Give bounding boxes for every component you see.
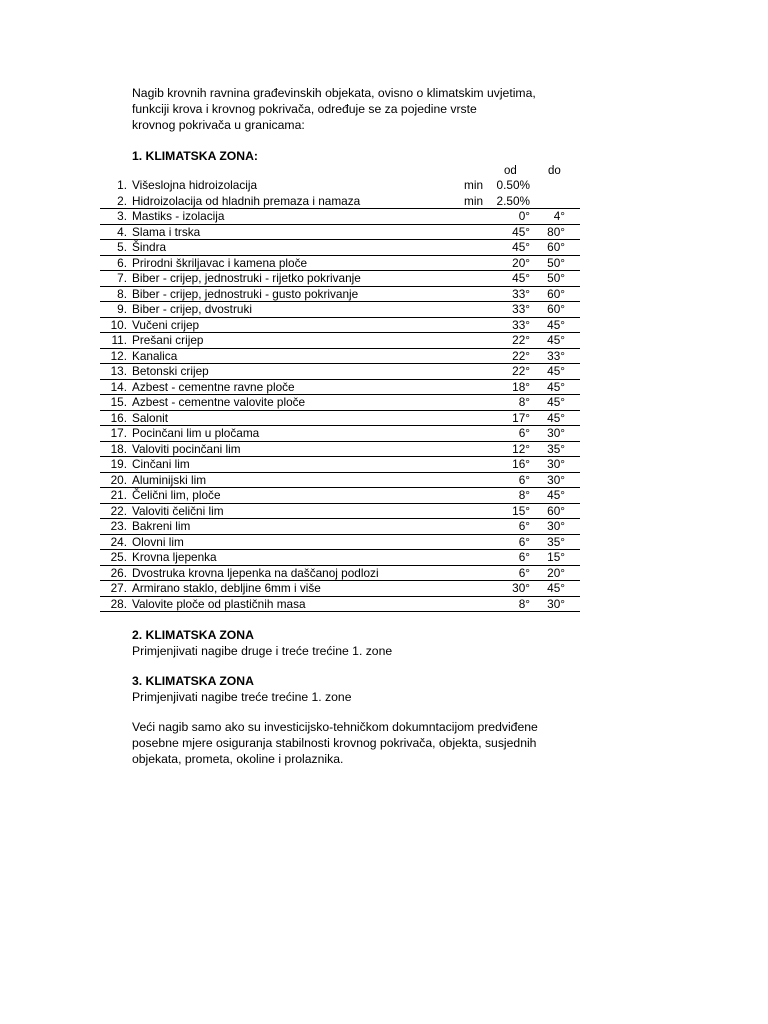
roof-covering-name: Bakreni lim	[132, 519, 191, 533]
row-number: 14.	[110, 379, 127, 394]
slope-from: 20°	[512, 255, 530, 270]
roof-covering-name: Pocinčani lim u pločama	[132, 426, 260, 440]
slope-from: 22°	[512, 364, 530, 378]
table-row	[100, 519, 580, 535]
slope-from: 15°	[512, 503, 530, 518]
closing-paragraph	[132, 719, 538, 767]
slope-from: 33°	[512, 286, 530, 301]
row-number: 27.	[110, 581, 127, 595]
table-row	[100, 581, 580, 597]
slope-to: 30°	[547, 472, 565, 487]
row-number: 22.	[110, 503, 127, 518]
row-number: 19.	[110, 457, 127, 471]
roof-covering-name: Aluminijski lim	[132, 472, 207, 487]
roof-covering-name: Valoviti čelični lim	[132, 503, 224, 518]
table-row	[100, 302, 580, 318]
roof-covering-name: Dvostruka krovna ljepenka na daščanoj podlozi	[132, 565, 379, 580]
row-number: 28.	[110, 596, 127, 611]
slope-from: 0°	[518, 209, 530, 223]
column-header-do: do	[548, 165, 561, 177]
row-number: 26.	[110, 565, 127, 580]
slope-to: 4°	[553, 209, 565, 223]
row-number: 25.	[110, 550, 127, 564]
slope-to: 45°	[547, 581, 565, 595]
slope-from: 6°	[518, 565, 530, 580]
slope-to: 45°	[547, 317, 565, 332]
intro-line: krovnog pokrivača u granicama:	[132, 118, 305, 132]
slope-to: 60°	[547, 240, 565, 254]
table-row	[100, 287, 580, 303]
row-number: 8.	[117, 286, 127, 301]
slope-to: 50°	[547, 271, 565, 285]
row-number: 15.	[110, 395, 127, 409]
roof-covering-name: Biber - crijep, jednostruki - rijetko pokrivanje	[132, 271, 361, 285]
intro-paragraph	[132, 85, 536, 133]
slope-to: 50°	[547, 255, 565, 270]
row-number: 21.	[110, 488, 127, 502]
slope-from: 33°	[512, 317, 530, 332]
row-number: 4.	[117, 224, 127, 239]
row-number: 17.	[110, 426, 127, 440]
row-number: 2.	[117, 193, 127, 208]
roof-covering-name: Šindra	[132, 240, 167, 254]
slope-to: 60°	[547, 286, 565, 301]
row-number: 6.	[117, 255, 127, 270]
slope-from: 45°	[512, 271, 530, 285]
roof-covering-name: Valoviti pocinčani lim	[132, 441, 241, 456]
table-row	[100, 426, 580, 442]
roof-covering-name: Slama i trska	[132, 224, 201, 239]
closing-line: objekata, prometa, okoline i prolaznika.	[132, 752, 344, 766]
slope-to: 33°	[547, 348, 565, 363]
roof-covering-name: Azbest - cementne valovite ploče	[132, 395, 306, 409]
table-row	[100, 271, 580, 287]
table-row	[100, 411, 580, 427]
slope-to: 80°	[547, 224, 565, 239]
slope-to: 30°	[547, 596, 565, 611]
slope-from: 30°	[512, 581, 530, 595]
table-row	[100, 225, 580, 241]
slope-from: 45°	[512, 224, 530, 239]
roof-covering-name: Azbest - cementne ravne ploče	[132, 379, 295, 394]
roof-covering-name: Vučeni crijep	[132, 317, 200, 332]
slope-to: 60°	[547, 302, 565, 316]
roof-covering-name: Olovni lim	[132, 534, 184, 549]
slope-from: 22°	[512, 333, 530, 347]
table-row	[100, 256, 580, 272]
roof-slope-table	[100, 178, 580, 612]
row-number: 16.	[110, 410, 127, 425]
table-row	[100, 333, 580, 349]
table-row	[100, 349, 580, 365]
table-row	[100, 442, 580, 458]
table-row	[100, 535, 580, 551]
slope-from: 6°	[518, 426, 530, 440]
zone2-heading: 2. KLIMATSKA ZONA	[132, 628, 254, 642]
roof-covering-name: Krovna ljepenka	[132, 550, 217, 564]
slope-to: 45°	[547, 379, 565, 394]
roof-covering-name: Prešani crijep	[132, 333, 204, 347]
slope-from: 18°	[512, 379, 530, 394]
slope-from: 0.50%	[496, 178, 530, 192]
table-row	[100, 318, 580, 334]
slope-from: 8°	[518, 596, 530, 611]
roof-covering-name: Hidroizolacija od hladnih premaza i namaza	[132, 193, 361, 208]
roof-covering-name: Čelični lim, ploče	[132, 488, 221, 502]
intro-line: Nagib krovnih ravnina građevinskih objekata, ovisno o klimatskim uvjetima,	[132, 86, 536, 100]
slope-to: 20°	[547, 565, 565, 580]
row-number: 20.	[110, 472, 127, 487]
table-row	[100, 566, 580, 582]
min-label: min	[464, 178, 484, 192]
slope-from: 8°	[518, 488, 530, 502]
slope-from: 6°	[518, 472, 530, 487]
slope-to: 15°	[547, 550, 565, 564]
roof-covering-name: Salonit	[132, 410, 169, 425]
slope-from: 2.50%	[496, 193, 530, 208]
slope-to: 30°	[547, 457, 565, 471]
slope-to: 35°	[547, 534, 565, 549]
zone2-section	[132, 627, 392, 659]
table-row	[100, 209, 580, 225]
slope-to: 45°	[547, 488, 565, 502]
table-row	[100, 364, 580, 380]
slope-to: 35°	[547, 441, 565, 456]
slope-from: 45°	[512, 240, 530, 254]
slope-from: 8°	[518, 395, 530, 409]
slope-from: 6°	[518, 519, 530, 533]
roof-covering-name: Mastiks - izolacija	[132, 209, 225, 223]
roof-covering-name: Valovite ploče od plastičnih masa	[132, 596, 306, 611]
closing-line: posebne mjere osiguranja stabilnosti krovnog pokrivača, objekta, susjednih	[132, 736, 537, 750]
slope-to: 45°	[547, 364, 565, 378]
row-number: 18.	[110, 441, 127, 456]
row-number: 3.	[117, 209, 127, 223]
roof-covering-name: Betonski crijep	[132, 364, 209, 378]
zone2-text: Primjenjivati nagibe druge i treće trećine 1. zone	[132, 644, 393, 658]
row-number: 12.	[110, 348, 127, 363]
slope-from: 6°	[518, 550, 530, 564]
table-row	[100, 194, 580, 210]
row-number: 5.	[117, 240, 127, 254]
slope-to: 45°	[547, 395, 565, 409]
zone3-text: Primjenjivati nagibe treće trećine 1. zone	[132, 690, 352, 704]
slope-to: 30°	[547, 426, 565, 440]
roof-covering-name: Biber - crijep, dvostruki	[132, 302, 252, 316]
row-number: 11.	[111, 333, 127, 347]
row-number: 24.	[110, 534, 127, 549]
row-number: 10.	[110, 317, 127, 332]
table-row	[100, 597, 580, 613]
roof-covering-name: Biber - crijep, jednostruki - gusto pokrivanje	[132, 286, 359, 301]
row-number: 9.	[117, 302, 127, 316]
table-row	[100, 395, 580, 411]
slope-from: 16°	[512, 457, 530, 471]
table-row	[100, 504, 580, 520]
table-row	[100, 240, 580, 256]
slope-to: 60°	[547, 503, 565, 518]
roof-covering-name: Cinčani lim	[132, 457, 190, 471]
slope-from: 33°	[512, 302, 530, 316]
roof-covering-name: Kanalica	[132, 348, 178, 363]
slope-to: 30°	[547, 519, 565, 533]
intro-line: funkciji krova i krovnog pokrivača, određuje se za pojedine vrste	[132, 102, 477, 116]
slope-from: 17°	[512, 410, 530, 425]
zone3-heading: 3. KLIMATSKA ZONA	[132, 674, 254, 688]
table-row	[100, 380, 580, 396]
closing-line: Veći nagib samo ako su investicijsko-tehničkom dokumntacijom predviđene	[132, 720, 538, 734]
row-number: 7.	[117, 271, 127, 285]
slope-from: 12°	[512, 441, 530, 456]
slope-from: 22°	[512, 348, 530, 363]
slope-to: 45°	[547, 333, 565, 347]
row-number: 1.	[117, 178, 127, 192]
row-number: 13.	[110, 364, 127, 378]
table-row	[100, 178, 580, 194]
roof-covering-name: Prirodni škriljavac i kamena ploče	[132, 255, 308, 270]
slope-from: 6°	[518, 534, 530, 549]
roof-covering-name: Armirano staklo, debljine 6mm i više	[132, 581, 321, 595]
table-row	[100, 550, 580, 566]
table-row	[100, 488, 580, 504]
zone1-heading: 1. KLIMATSKA ZONA:	[132, 149, 258, 163]
min-label: min	[464, 193, 484, 208]
roof-covering-name: Višeslojna hidroizolacija	[132, 178, 258, 192]
slope-to: 45°	[547, 410, 565, 425]
column-header-od: od	[504, 165, 517, 177]
table-row	[100, 457, 580, 473]
table-row	[100, 473, 580, 489]
row-number: 23.	[110, 519, 127, 533]
zone3-section	[132, 673, 352, 705]
